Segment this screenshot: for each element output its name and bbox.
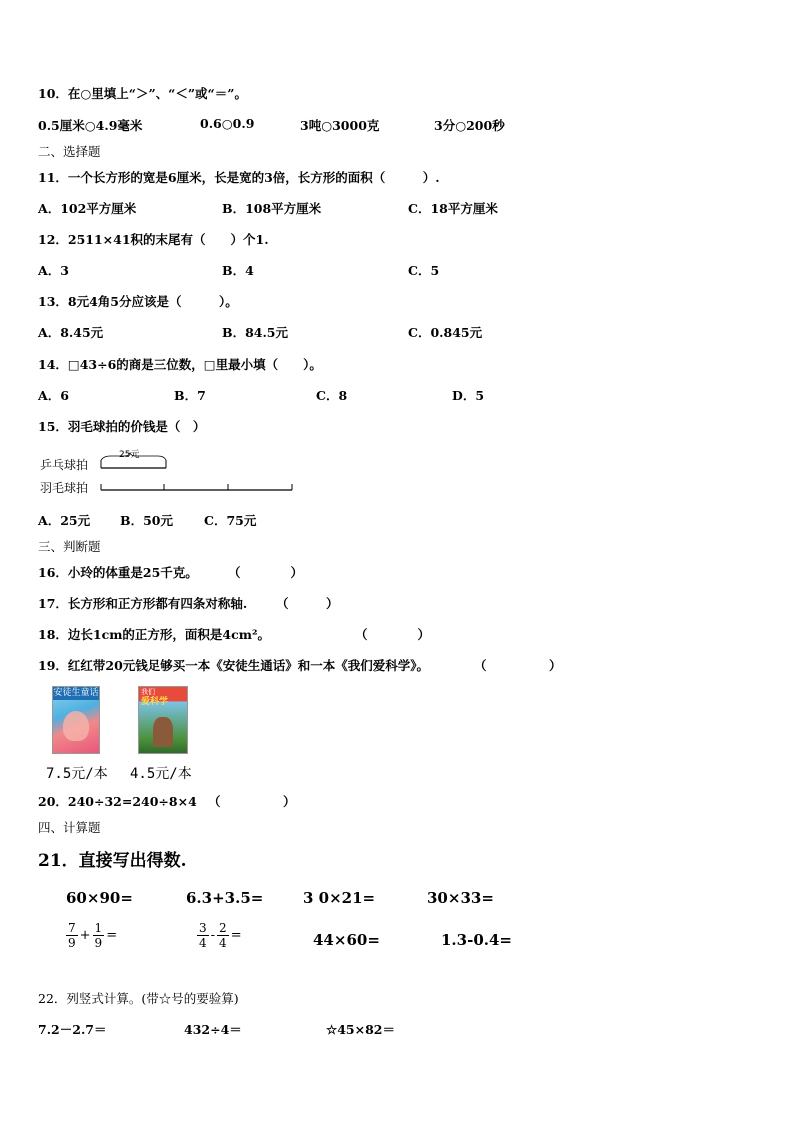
q10-item-1: 0.5厘米○4.9毫米: [38, 118, 143, 133]
q21-fraction-diff: [197, 921, 242, 950]
book-cover-andersen: [52, 686, 100, 754]
q15-stem: 15．羽毛球拍的价钱是（ ）: [38, 419, 206, 434]
fraction: $\frac{3}{4}$: [199, 921, 207, 950]
q15-option-a: A．25元: [38, 513, 91, 528]
diagram-label-pingpong: 乒乓球拍: [40, 458, 89, 472]
brace-25: [101, 453, 166, 460]
q18-stem: 18．边长1cm的正方形，面积是4cm²。: [38, 627, 270, 642]
book-cover-illustration: [153, 717, 173, 747]
book-cover-illustration: [63, 711, 89, 741]
q15-option-b: B．50元: [120, 513, 173, 528]
q20-stem: 20．240÷32=240÷8×4: [38, 794, 197, 809]
q22-item-2: 432÷4＝: [184, 1022, 242, 1037]
q22-item-3: ☆45×82＝: [326, 1022, 395, 1037]
operator: +: [79, 928, 91, 943]
equals: =: [106, 928, 118, 943]
q18-answer-blank[interactable]: （ ）: [355, 627, 431, 642]
q14-stem: 14．□43÷6的商是三位数，□里最小填（ ）。: [38, 357, 322, 372]
q14-option-a: A．6: [38, 388, 69, 403]
q21-fraction-sum: [66, 921, 117, 950]
q21-calc-7: 44×60=: [313, 931, 380, 949]
operator: -: [210, 928, 216, 943]
q12-option-b: B．4: [222, 263, 254, 278]
q19-stem: 19．红红带20元钱足够买一本《安徒生通话》和一本《我们爱科学》。: [38, 658, 430, 673]
q19-answer-blank[interactable]: （ ）: [474, 658, 562, 673]
q14-option-d: D．5: [452, 388, 485, 403]
q15-option-c: C．75元: [204, 513, 257, 528]
q20-answer-blank[interactable]: （ ）: [208, 794, 296, 809]
q22-item-1: 7.2－2.7＝: [38, 1022, 107, 1037]
q14-option-b: B．7: [174, 388, 206, 403]
q14-option-c: C．8: [316, 388, 348, 403]
book-cover-subtitle: 我们: [141, 688, 155, 696]
book1-price: 7.5元/本: [46, 766, 108, 782]
q11-option-c: C．18平方厘米: [408, 201, 498, 216]
book-cover-science: [138, 686, 188, 754]
q11-option-b: B．108平方厘米: [222, 201, 322, 216]
q21-calc-1: 60×90=: [66, 889, 133, 907]
q13-stem: 13．8元4角5分应该是（ ）。: [38, 294, 238, 309]
q17-stem: 17．长方形和正方形都有四条对称轴.: [38, 596, 248, 611]
q21-stem: 21．直接写出得数.: [38, 851, 187, 871]
diagram-label-badminton: 羽毛球拍: [40, 481, 89, 495]
q21-calc-4: 30×33=: [427, 889, 494, 907]
q17-answer-blank[interactable]: （ ）: [276, 596, 339, 611]
q21-calc-8: 1.3-0.4=: [441, 931, 512, 949]
equals: =: [230, 928, 242, 943]
q21-calc-3: 3 0×21=: [303, 889, 376, 907]
q10-stem: 10．在○里填上“＞”、“＜”或“＝”。: [38, 86, 247, 101]
q10-item-2: 0.6○0.9: [200, 116, 255, 131]
fraction: $\frac{7}{9}$: [68, 921, 76, 950]
q11-stem: 11．一个长方形的宽是6厘米，长是宽的3倍，长方形的面积（ ）.: [38, 170, 440, 185]
book-cover-title: 爱科学: [141, 697, 169, 707]
section-heading-judge: 三、判断题: [38, 539, 101, 554]
book-cover-title: 安徒生童话: [53, 688, 99, 698]
q10-item-3: 3吨○3000克: [300, 118, 380, 133]
q22-stem: 22．列竖式计算。(带☆号的要验算): [38, 991, 239, 1006]
q12-option-a: A．3: [38, 263, 69, 278]
q12-option-c: C．5: [408, 263, 440, 278]
q21-calc-2: 6.3+3.5=: [186, 889, 264, 907]
segment-diagram: [96, 452, 301, 494]
q10-item-4: 3分○200秒: [434, 118, 505, 133]
fraction: $\frac{1}{9}$: [94, 921, 103, 950]
book2-price: 4.5元/本: [130, 766, 192, 782]
diagram-amount-label: 25元: [119, 450, 140, 460]
q11-option-a: A．102平方厘米: [38, 201, 137, 216]
q13-option-c: C．0.845元: [408, 325, 483, 340]
q13-option-a: A．8.45元: [38, 325, 104, 340]
section-heading-choice: 二、选择题: [38, 144, 101, 159]
fraction: $\frac{2}{4}$: [219, 921, 227, 950]
q13-option-b: B．84.5元: [222, 325, 289, 340]
q16-answer-blank[interactable]: （ ）: [228, 565, 304, 580]
q12-stem: 12．2511×41积的末尾有（ ）个1.: [38, 232, 269, 247]
section-heading-calc: 四、计算题: [38, 820, 101, 835]
q16-stem: 16．小玲的体重是25千克。: [38, 565, 198, 580]
